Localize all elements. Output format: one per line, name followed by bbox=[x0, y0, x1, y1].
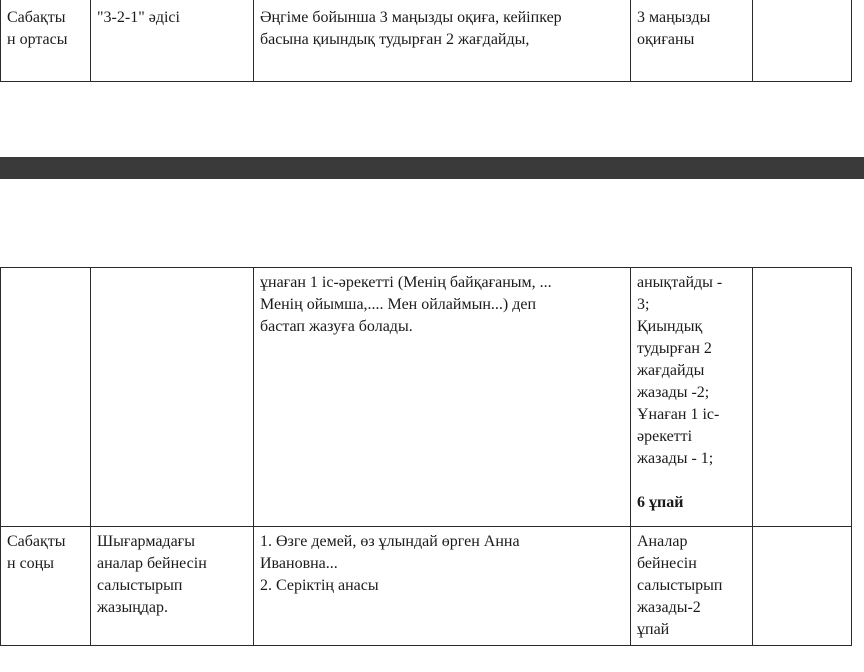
criteria-line: Аналар bbox=[637, 533, 688, 550]
criteria-line: анықтайды - bbox=[637, 274, 723, 291]
task-line: Менің ойымша,.... Мен ойлаймын...) деп bbox=[260, 296, 537, 313]
stage-cell bbox=[1, 268, 91, 527]
stage-line: н ортасы bbox=[7, 31, 68, 48]
criteria-cell bbox=[631, 0, 753, 82]
criteria-line: жазады-2 bbox=[637, 599, 701, 616]
method-cell bbox=[91, 0, 254, 82]
method-cell bbox=[91, 527, 254, 646]
task-line: 2. Серіктің анасы bbox=[260, 577, 379, 594]
table-row bbox=[1, 527, 852, 646]
stage-line: н соңы bbox=[7, 555, 54, 572]
task-line: Әңгіме бойынша 3 маңызды оқиға, кейіпкер bbox=[260, 9, 562, 26]
empty-cell bbox=[753, 0, 852, 82]
stage-line: Сабақты bbox=[7, 533, 66, 550]
criteria-cell bbox=[631, 268, 753, 527]
task-line: 1. Өзге демей, өз ұлындай өрген Анна bbox=[260, 533, 520, 550]
lesson-plan-table-top bbox=[0, 0, 852, 82]
empty-cell bbox=[753, 268, 852, 527]
task-cell bbox=[254, 527, 631, 646]
table-fragment-top bbox=[0, 0, 864, 82]
task-cell bbox=[254, 268, 631, 527]
criteria-line: оқиғаны bbox=[637, 31, 695, 48]
stage-line: Сабақты bbox=[7, 9, 66, 26]
task-line: басына қиындық тудырған 2 жағдайды, bbox=[260, 31, 530, 48]
criteria-line: бейнесін bbox=[637, 555, 697, 572]
criteria-line: 3; bbox=[637, 296, 650, 313]
method-cell bbox=[91, 268, 254, 527]
method-line: аналар бейнесін bbox=[97, 555, 207, 572]
method-line: салыстырып bbox=[97, 577, 183, 594]
criteria-line: 3 маңызды bbox=[637, 9, 711, 26]
stage-cell bbox=[1, 527, 91, 646]
task-cell bbox=[254, 0, 631, 82]
score-total: 6 ұпай bbox=[637, 494, 684, 511]
table-row bbox=[1, 268, 852, 527]
criteria-line: Қиындық bbox=[637, 318, 703, 335]
criteria-line: жазады -2; bbox=[637, 384, 710, 401]
empty-cell bbox=[753, 527, 852, 646]
stage-cell bbox=[1, 0, 91, 82]
table-row bbox=[1, 0, 852, 82]
page-break-band bbox=[0, 157, 864, 179]
criteria-line: жазады - 1; bbox=[637, 450, 714, 467]
criteria-line: тудырған 2 bbox=[637, 340, 712, 357]
criteria-line: жағдайды bbox=[637, 362, 705, 379]
criteria-line: әрекетті bbox=[637, 428, 693, 445]
criteria-line: салыстырып bbox=[637, 577, 723, 594]
task-line: бастап жазуға болады. bbox=[260, 318, 413, 335]
method-line: Шығармадағы bbox=[97, 533, 195, 550]
task-line: Ивановна... bbox=[260, 555, 338, 572]
task-line: ұнаған 1 іс-әрекетті (Менің байқағаным, ... bbox=[260, 274, 552, 291]
method-line: жазыңдар. bbox=[97, 599, 169, 616]
method-text: "3-2-1" әдісі bbox=[97, 9, 180, 26]
lesson-plan-table-bottom bbox=[0, 267, 852, 646]
criteria-line: Ұнаған 1 іс- bbox=[637, 406, 720, 423]
criteria-line: ұпай bbox=[637, 621, 670, 638]
table-fragment-bottom bbox=[0, 267, 864, 646]
criteria-cell bbox=[631, 527, 753, 646]
